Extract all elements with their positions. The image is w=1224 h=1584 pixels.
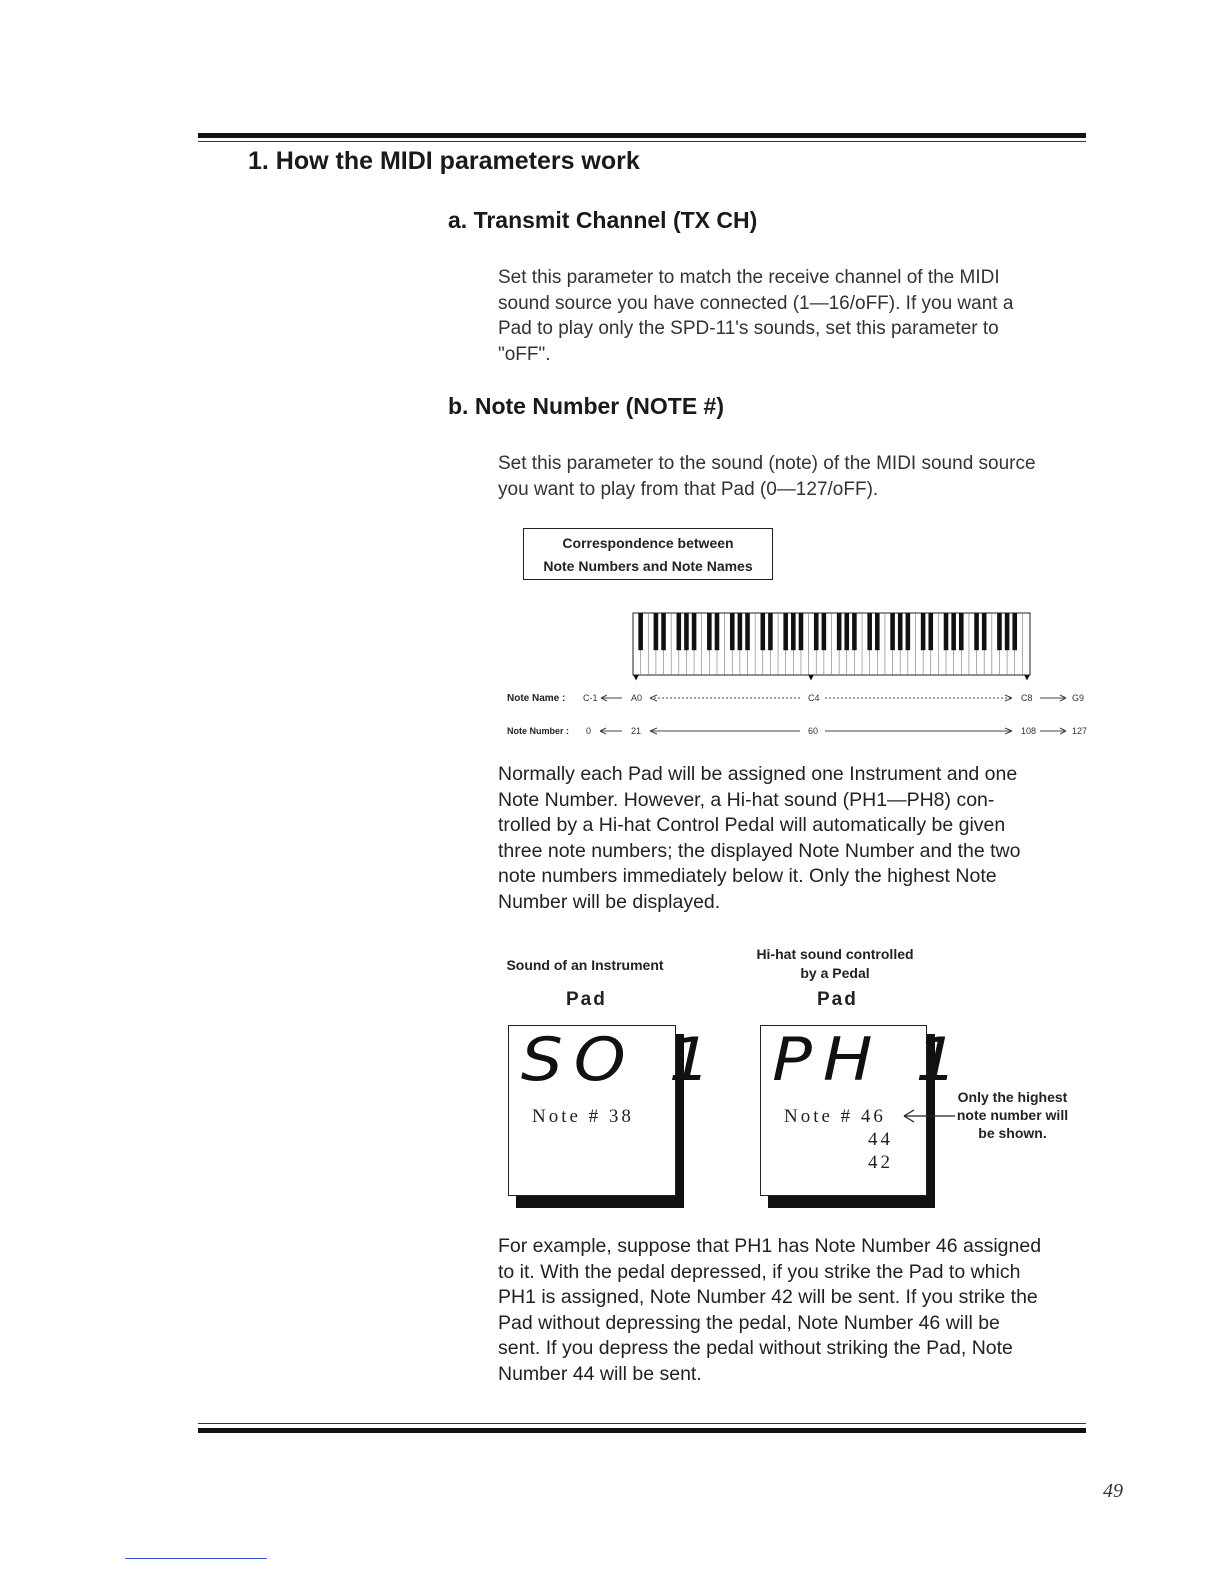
right-pad-segment-text: PH 1 [772, 1025, 969, 1095]
note-name-c8: C8 [1021, 693, 1033, 703]
keyboard-diagram [500, 605, 1100, 745]
correspondence-line: Correspondence between [562, 535, 734, 551]
right-pad-title: Pad [817, 989, 858, 1010]
black-key [928, 613, 933, 650]
normally-line: Note Number. However, a Hi-hat sound (PH1—PH8) con- [498, 788, 995, 811]
note-number-21: 21 [631, 726, 642, 736]
left-pad-shadow-bottom [516, 1196, 684, 1208]
black-key [768, 613, 773, 650]
note-line: Set this parameter to the sound (note) of the MIDI sound source [498, 453, 1036, 474]
note-number-60: 60 [808, 726, 819, 736]
black-key [707, 613, 712, 650]
bottom-rule-thin [198, 1423, 1086, 1424]
callout-line: Only the highest [957, 1089, 1068, 1105]
right-pad-shadow-bottom [768, 1196, 935, 1208]
black-key [906, 613, 911, 650]
right-pad-caption-2: by a Pedal [800, 965, 870, 981]
black-key [852, 613, 857, 650]
black-key [867, 613, 872, 650]
example-line: sent. If you depress the pedal without striking the Pad, Note [498, 1337, 1013, 1359]
example-line: Number 44 will be sent. [498, 1362, 702, 1385]
note-number-127: 127 [1072, 726, 1088, 736]
black-key [1012, 613, 1017, 650]
page-number: 49 [1103, 1480, 1123, 1502]
note-name-a0: A0 [631, 693, 643, 703]
normally-line: trolled by a Hi-hat Control Pedal will automatically be given [498, 814, 1006, 836]
black-key [677, 613, 682, 650]
right-pad-caption-1: Hi-hat sound controlled [756, 946, 914, 962]
black-key [684, 613, 689, 650]
top-rule-thin [198, 141, 1086, 142]
black-key [875, 613, 880, 650]
marker-a0 [633, 675, 639, 681]
black-key [890, 613, 895, 650]
section-title: 1. How the MIDI parameters work [248, 147, 640, 175]
callout-text [945, 1088, 1080, 1142]
normally-line: Number will be displayed. [498, 890, 721, 913]
black-key [997, 613, 1002, 650]
callout-line: be shown. [978, 1125, 1047, 1141]
black-key [921, 613, 926, 650]
tx-line: sound source you have connected (1—16/oFF). If you want a [498, 292, 1014, 314]
example-paragraph [498, 1234, 1088, 1387]
black-key [974, 613, 979, 650]
correspondence-line: Note Numbers and Note Names [543, 558, 753, 574]
black-key [661, 613, 666, 650]
correspondence-box [523, 528, 773, 580]
callout-line: note number will [956, 1107, 1069, 1123]
example-line: to it. With the pedal depressed, if you strike the Pad to which [498, 1260, 1021, 1283]
black-key [814, 613, 819, 650]
right-pad-note-44: 44 [868, 1129, 893, 1150]
example-line: For example, suppose that PH1 has Note Number 46 assigned [498, 1235, 1042, 1257]
black-key [654, 613, 659, 650]
black-key [837, 613, 842, 650]
note-name-c-1: C-1 [583, 693, 598, 703]
right-pad-note-number: Note # 46 [784, 1106, 886, 1127]
right-pad-note-42: 42 [868, 1152, 893, 1173]
black-key [944, 613, 949, 650]
black-key [1005, 613, 1010, 650]
black-key [791, 613, 796, 650]
black-key [783, 613, 788, 650]
example-line: Pad without depressing the pedal, Note Number 46 will be [498, 1311, 1000, 1334]
black-key [638, 613, 643, 650]
black-key [738, 613, 743, 650]
top-rule-thick [198, 133, 1086, 138]
note-paragraph [498, 451, 1088, 502]
note-number-108: 108 [1021, 726, 1037, 736]
note-name-label: Note Name : [507, 693, 566, 704]
black-key [822, 613, 827, 650]
footer-link-underline [125, 1558, 267, 1559]
note-heading: b. Note Number (NOTE #) [448, 393, 725, 419]
tx-paragraph [498, 265, 1088, 367]
example-line: PH1 is assigned, Note Number 42 will be sent. If you strike the [498, 1286, 1038, 1308]
black-key [844, 613, 849, 650]
normally-line: note numbers immediately below it. Only the highest Note [498, 865, 997, 887]
marker-c8 [1024, 675, 1030, 681]
black-key [692, 613, 697, 650]
marker-c4 [808, 675, 814, 681]
left-pad-note-number: Note # 38 [532, 1106, 634, 1127]
black-key [799, 613, 804, 650]
black-key [745, 613, 750, 650]
normally-line: Normally each Pad will be assigned one Instrument and one [498, 763, 1018, 785]
black-key [715, 613, 720, 650]
left-pad-title: Pad [566, 989, 607, 1010]
tx-line: "oFF". [498, 343, 551, 365]
piano-keyboard [633, 613, 1030, 675]
left-pad-segment-text: SO 1 [520, 1025, 722, 1095]
normally-line: three note numbers; the displayed Note Number and the two [498, 839, 1021, 862]
black-key [898, 613, 903, 650]
note-name-c4: C4 [808, 693, 820, 703]
bottom-rule-thick [198, 1428, 1086, 1433]
tx-line: Pad to play only the SPD-11's sounds, set this parameter to [498, 318, 999, 339]
black-key [982, 613, 987, 650]
note-number-0: 0 [586, 726, 592, 736]
note-name-g9: G9 [1072, 693, 1085, 703]
black-key [760, 613, 765, 650]
name-arrows [601, 695, 1066, 701]
note-line: you want to play from that Pad (0—127/oFF). [498, 478, 879, 500]
black-key [730, 613, 735, 650]
note-number-label: Note Number : [507, 726, 570, 736]
number-arrows [600, 728, 1066, 734]
left-pad-caption: Sound of an Instrument [506, 957, 664, 973]
black-key [951, 613, 956, 650]
normally-paragraph [498, 762, 1088, 915]
tx-line: Set this parameter to match the receive channel of the MIDI [498, 267, 1000, 288]
tx-heading: a. Transmit Channel (TX CH) [448, 207, 758, 233]
black-key [959, 613, 964, 650]
